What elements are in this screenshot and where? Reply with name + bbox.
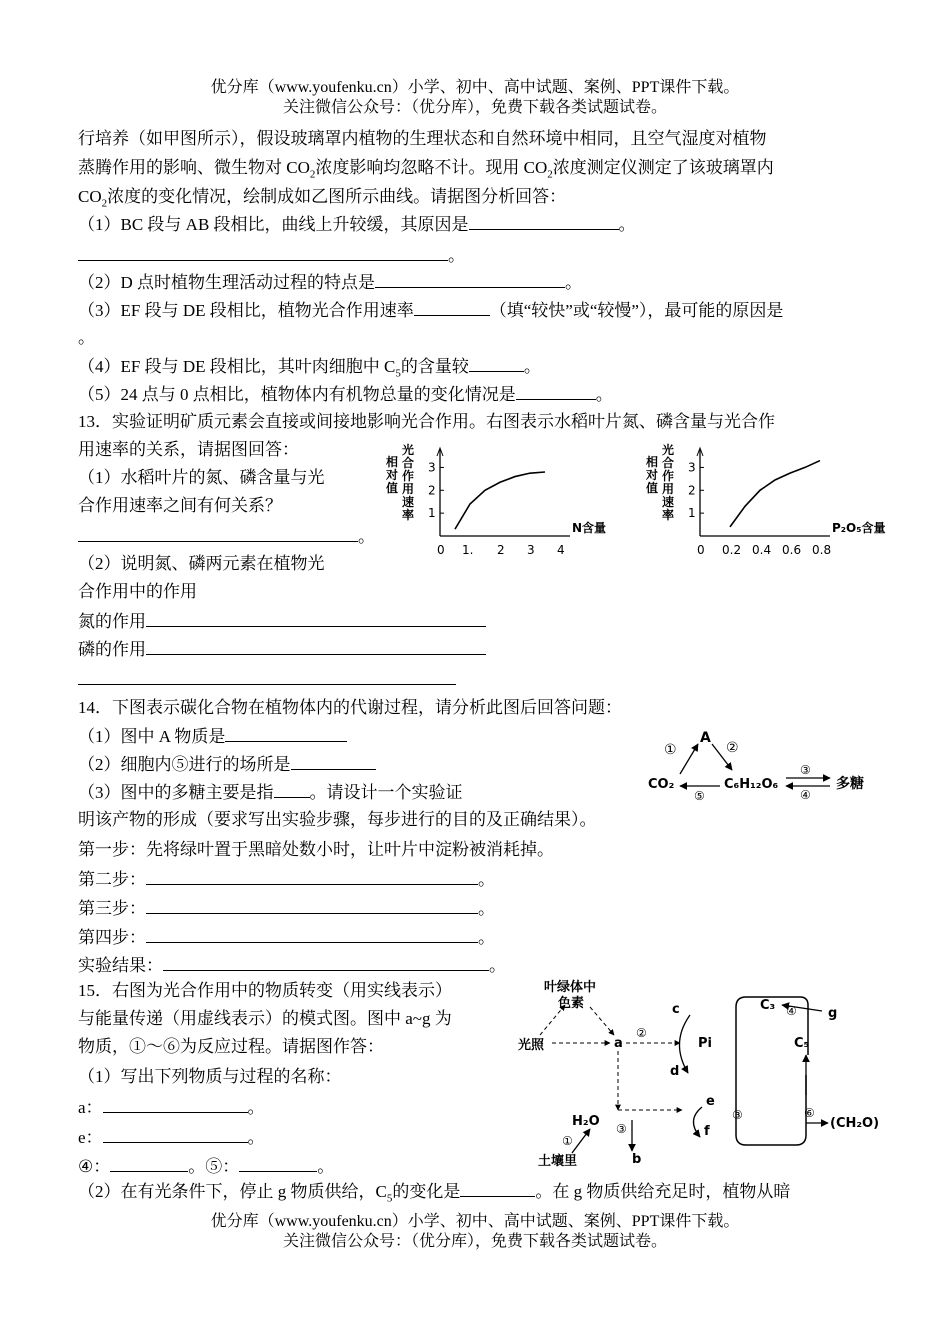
x-tick-label: 0 — [697, 543, 705, 557]
q13-part-1-answer: 。 — [78, 525, 375, 548]
q14-step-2: 第二步： 。 — [78, 870, 495, 889]
g-label: g — [828, 1006, 838, 1021]
q13-part-2-b: 合作用中的作用 — [78, 582, 197, 601]
q12-intro-3: $CO_2$浓度的变化情况，绘制成如乙图所示曲线。请据图分析回答： — [78, 187, 567, 210]
c-label: c — [672, 1002, 680, 1017]
q15-part-2: （2）在有光条件下，停止 g 物质供给，$C_5$的变化是 。在 g 物质供给充足时，植物从暗 — [78, 1182, 791, 1205]
polysaccharide-label: 多糖 — [836, 776, 864, 792]
step-3-label: ③ — [800, 763, 811, 777]
pi-label: Pi — [698, 1036, 712, 1051]
step-5-label: ⑤ — [694, 789, 705, 802]
series-line — [730, 461, 820, 527]
q15-stem-2: 与能量传递（用虚线表示）的模式图。图中 a~g 为 — [78, 1009, 452, 1028]
y-axis-label-char: 速 — [662, 495, 675, 509]
q13-n-role: 氮的作用 — [78, 610, 486, 633]
n-content-chart — [378, 440, 620, 558]
y-tick-label: 2 — [688, 483, 696, 498]
answer-blank[interactable] — [469, 213, 619, 230]
substance-a-label: A — [700, 730, 711, 746]
q14-step-1: 第一步：先将绿叶置于黑暗处数小时，让叶片中淀粉被消耗掉。 — [78, 840, 554, 859]
y-axis-label-char: 率 — [402, 508, 415, 522]
answer-blank[interactable] — [274, 781, 310, 798]
q15-a: a： 。 — [78, 1098, 265, 1117]
q14-result: 实验结果： 。 — [78, 956, 506, 975]
q12-part-2: （2）D 点时植物生理活动过程的特点是 。 — [78, 273, 583, 292]
x-tick-label: 0 — [437, 543, 445, 557]
q13-part-1-a: （1）水稻叶片的氮、磷含量与光 — [78, 468, 325, 487]
y-axis-label-char: 率 — [662, 508, 675, 522]
answer-blank[interactable] — [78, 244, 448, 261]
f-label: f — [704, 1124, 710, 1139]
q14-part-3-cont: 明该产物的形成（要求写出实验步骤，每步进行的目的及正确结果）。 — [78, 810, 597, 829]
step-2-label: ② — [726, 740, 739, 756]
answer-blank[interactable] — [110, 1155, 188, 1172]
q14-stem: 14．下图表示碳化合物在植物体内的代谢过程，请分析此图后回答问题： — [78, 698, 622, 717]
x-tick-label: 0.6 — [782, 543, 802, 557]
glucose-label: C₆H₁₂O₆ — [724, 777, 779, 792]
footer-line-1: 优分库（www.youfenku.cn）小学、初中、高中试题、案例、PPT课件下载。 — [210, 1213, 740, 1230]
answer-blank[interactable] — [103, 1126, 248, 1143]
step-3a-label: ③ — [616, 1122, 627, 1136]
d-label: d — [670, 1064, 680, 1079]
step-4-label: ④ — [786, 1004, 797, 1018]
header-line-2: 关注微信公众号：（优分库），免费下载各类试题试卷。 — [282, 99, 667, 116]
ch2o-label: (CH₂O) — [830, 1116, 880, 1131]
footer-line-2: 关注微信公众号：（优分库），免费下载各类试题试卷。 — [282, 1233, 667, 1250]
answer-blank[interactable] — [78, 525, 358, 542]
p-content-chart — [638, 440, 900, 558]
y-axis-label-char: 用 — [402, 482, 415, 496]
e-label: e — [706, 1094, 715, 1109]
q12-part-3: （3）EF 段与 DE 段相比，植物光合作用速率 （填“较快”或“较慢”），最可能的原因是 — [78, 301, 784, 320]
answer-blank[interactable] — [375, 271, 565, 288]
y-axis-label-char: 用 — [662, 482, 675, 496]
answer-blank[interactable] — [146, 897, 478, 914]
y-tick-label: 1 — [688, 506, 696, 521]
q15-part-1: （1）写出下列物质与过程的名称： — [78, 1067, 342, 1086]
q13-part-1-b: 合作用速率之间有何关系？ — [78, 496, 282, 515]
answer-blank[interactable] — [291, 753, 376, 770]
y-tick-label: 2 — [428, 483, 436, 498]
y-axis-label-char: 对 — [386, 468, 399, 482]
answer-blank[interactable] — [103, 1096, 248, 1113]
y-axis-label-char: 对 — [646, 468, 659, 482]
y-axis-label-char: 值 — [646, 481, 659, 495]
step-3b-label: ③ — [732, 1108, 743, 1122]
q12-intro-2: 蒸腾作用的影响、微生物对 $CO_2$浓度影响均忽略不计。现用 $CO_2$浓度测定仪测定了该玻璃罩内 — [78, 158, 774, 181]
b-label: b — [632, 1152, 642, 1167]
h2o-label: H₂O — [572, 1114, 600, 1129]
y-tick-label: 1 — [428, 506, 436, 521]
y-axis-label-char: 光 — [662, 443, 675, 457]
answer-line[interactable] — [78, 684, 456, 685]
x-axis-label: N含量 — [572, 521, 607, 535]
answer-blank[interactable] — [469, 355, 524, 372]
y-axis-label-char: 作 — [402, 469, 415, 483]
y-axis-label-char: 速 — [402, 495, 415, 509]
step-1-label: ① — [664, 742, 677, 758]
series-line — [455, 472, 545, 529]
x-tick-label: 2 — [497, 543, 505, 557]
q13-stem-2: 用速率的关系，请据图回答： — [78, 440, 299, 459]
q14-step-4: 第四步： 。 — [78, 928, 495, 947]
answer-blank[interactable] — [225, 725, 347, 742]
q14-part-3: （3）图中的多糖主要是指 。请设计一个实验证 — [78, 783, 463, 802]
q15-e: e： 。 — [78, 1128, 265, 1147]
answer-blank[interactable] — [239, 1155, 317, 1172]
x-tick-label: 1. — [462, 543, 474, 557]
answer-blank[interactable] — [460, 1180, 535, 1197]
photosynthesis-diagram — [510, 975, 900, 1175]
y-tick-label: 3 — [688, 460, 696, 475]
pigment-label-2: 色素 — [558, 996, 585, 1011]
x-tick-label: 4 — [557, 543, 565, 557]
q14-step-3: 第三步： 。 — [78, 899, 495, 918]
q14-part-1: （1）图中 A 物质是 — [78, 725, 347, 748]
q15-stem-1: 15．右图为光合作用中的物质转变（用实线表示） — [78, 981, 452, 1000]
step-1-label: ① — [562, 1134, 573, 1148]
q12-part-1-cont: 。 — [78, 244, 465, 267]
q13-p-role: 磷的作用 — [78, 638, 486, 661]
y-tick-label: 3 — [428, 460, 436, 475]
step-2-label: ② — [636, 1026, 647, 1040]
x-tick-label: 0.8 — [812, 543, 832, 557]
y-axis-label-char: 光 — [402, 443, 415, 457]
y-axis-label-char: 值 — [386, 481, 399, 495]
q15-stem-3: 物质，①～⑥为反应过程。请据图作答： — [78, 1037, 384, 1056]
x-tick-label: 0.4 — [752, 543, 772, 557]
x-axis-label: P₂O₅含量 — [832, 521, 886, 535]
c3-label: C₃ — [760, 998, 776, 1013]
header-line-1: 优分库（www.youfenku.cn）小学、初中、高中试题、案例、PPT课件下载。 — [210, 79, 740, 96]
answer-blank[interactable] — [146, 926, 478, 943]
step-4-label: ④ — [800, 788, 811, 802]
q12-part-4: （4）EF 段与 DE 段相比，其叶肉细胞中 $C_5$的含量较 。 — [78, 357, 541, 380]
q13-stem-1: 13．实验证明矿质元素会直接或间接地影响光合作用。右图表示水稻叶片氮、磷含量与光合作 — [78, 412, 775, 431]
q12-part-5: （5）24 点与 0 点相比，植物体内有机物总量的变化情况是 。 — [78, 385, 613, 404]
q15-4-5: ④： 。⑤： 。 — [78, 1157, 335, 1176]
x-tick-label: 0.2 — [722, 543, 742, 557]
answer-blank[interactable] — [146, 638, 486, 655]
a-label: a — [614, 1036, 623, 1051]
light-label: 光照 — [518, 1038, 545, 1053]
y-axis-label-char: 合 — [402, 456, 415, 470]
y-axis-label-char: 相 — [386, 455, 399, 469]
y-axis-label-char: 作 — [662, 469, 675, 483]
q12-part-3-cont: 。 — [78, 328, 95, 347]
answer-blank[interactable] — [146, 610, 486, 627]
q12-part-1: （1）BC 段与 AB 段相比，曲线上升较缓，其原因是 。 — [78, 215, 636, 234]
q14-part-2: （2）细胞内⑤进行的场所是 — [78, 753, 376, 776]
soil-label: 土壤里 — [538, 1154, 578, 1169]
q12-intro-1: 行培养（如甲图所示），假设玻璃罩内植物的生理状态和自然环境中相同，且空气湿度对植物 — [78, 129, 767, 148]
y-axis-label-char: 合 — [662, 456, 675, 470]
answer-blank[interactable] — [516, 383, 596, 400]
step-6-label: ⑥ — [804, 1106, 815, 1120]
c5-label: C₅ — [794, 1036, 810, 1051]
co2-label: CO₂ — [648, 777, 675, 792]
carbon-metabolism-diagram — [640, 722, 900, 802]
answer-blank[interactable] — [163, 954, 489, 971]
y-axis-label-char: 相 — [646, 455, 659, 469]
q13-part-2-a: （2）说明氮、磷两元素在植物光 — [78, 554, 325, 573]
pigment-label-1: 叶绿体中 — [544, 980, 597, 995]
answer-blank[interactable] — [146, 868, 478, 885]
x-tick-label: 3 — [527, 543, 535, 557]
answer-blank[interactable] — [414, 299, 490, 316]
